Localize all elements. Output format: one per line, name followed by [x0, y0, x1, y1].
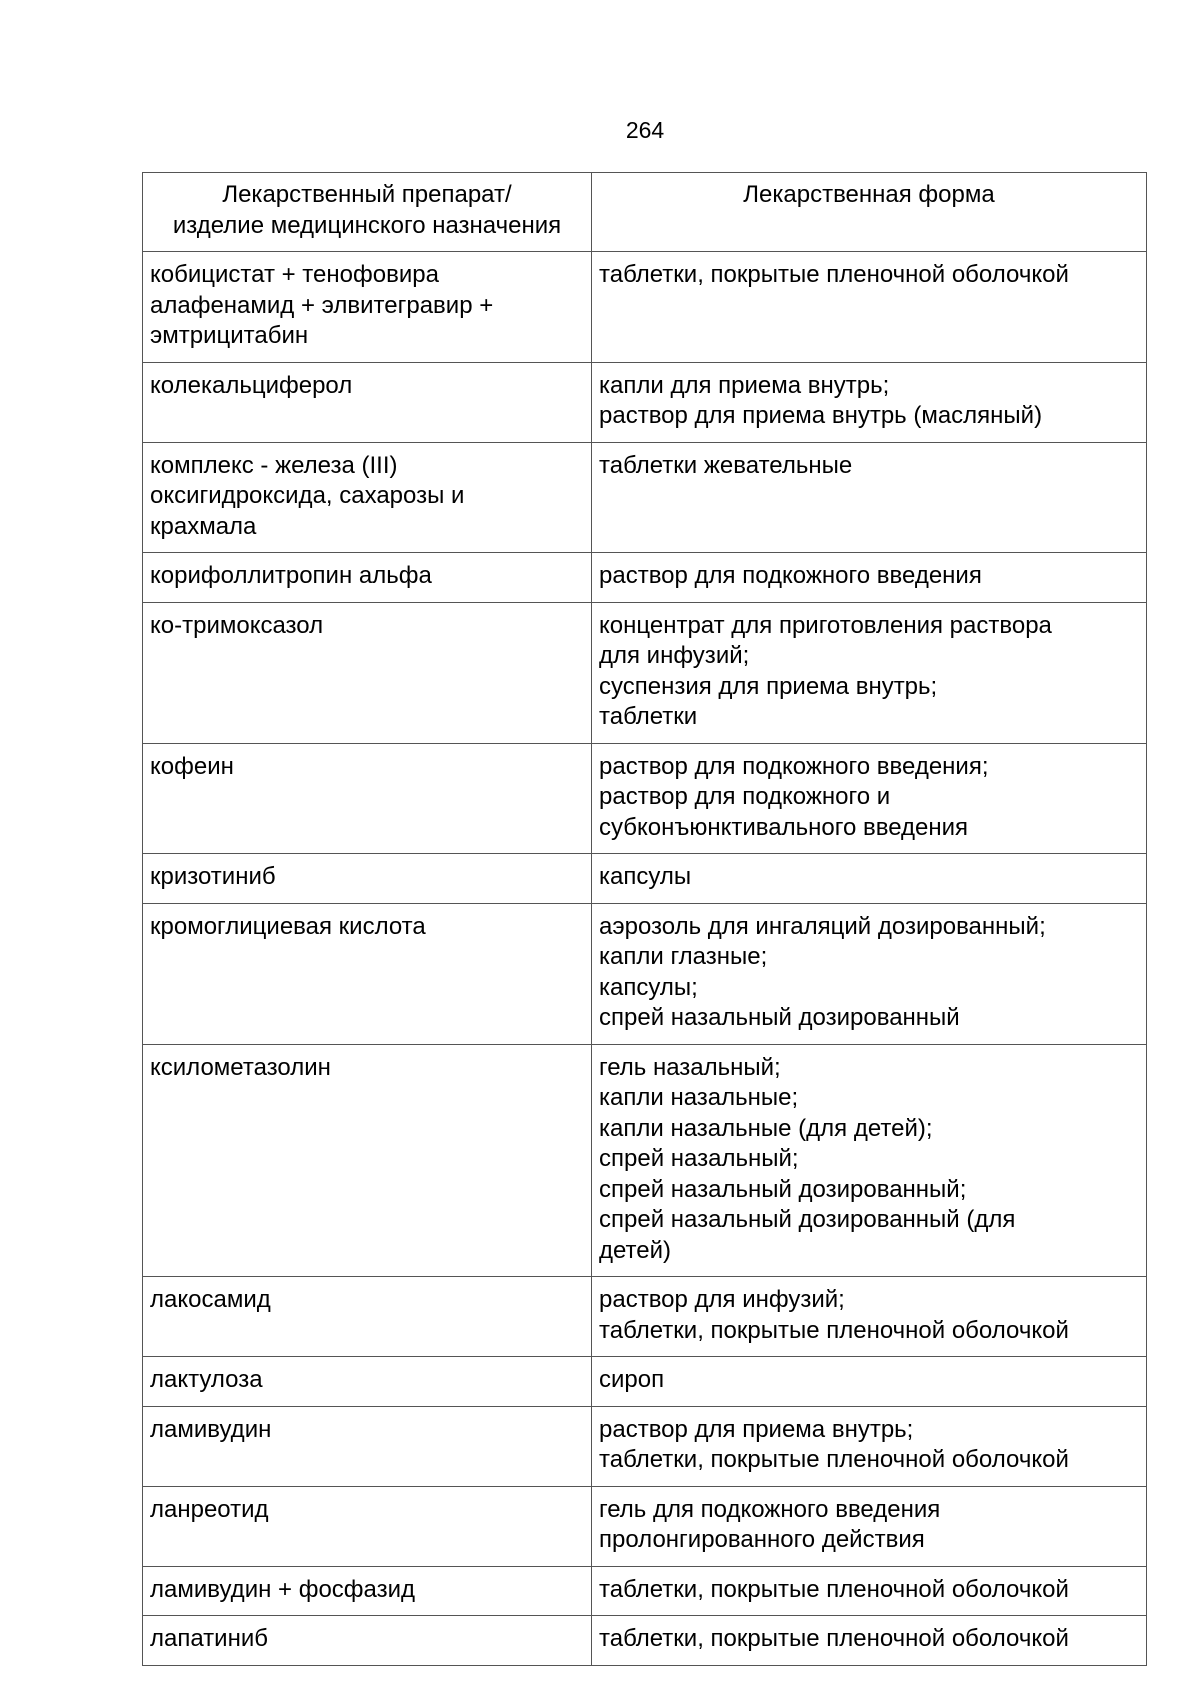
table-row	[143, 1357, 1147, 1407]
table-row	[143, 1406, 1147, 1486]
table-row	[143, 1486, 1147, 1566]
drug-cell-line: крахмала	[150, 512, 257, 540]
table-row	[143, 903, 1147, 1044]
form-cell-line: спрей назальный дозированный	[599, 1004, 960, 1031]
drug-cell-line: ко-тримоксазол	[150, 611, 324, 639]
drug-cell	[143, 1616, 592, 1666]
form-cell-line: субконъюнктивального введения	[599, 813, 969, 841]
page-number: 264	[625, 117, 665, 143]
drug-cell-line: ксилометазолин	[150, 1053, 331, 1081]
form-cell-line: раствор для подкожного введения;	[599, 752, 989, 780]
drug-cell	[143, 1566, 592, 1616]
drug-cell-line: корифоллитропин альфа	[150, 562, 432, 589]
form-cell	[592, 1044, 1147, 1277]
drug-cell-line: кромоглициевая кислота	[150, 912, 426, 940]
drug-cell-line: эмтрицитабин	[150, 322, 309, 349]
drug-cell	[143, 1277, 592, 1357]
table-row	[143, 1616, 1147, 1666]
form-cell-line: гель назальный;	[599, 1053, 781, 1081]
table-row	[143, 553, 1147, 603]
table-row	[143, 1566, 1147, 1616]
form-cell-line: капли назальные (для детей);	[599, 1114, 933, 1142]
header-row	[143, 173, 1147, 252]
table-row	[143, 743, 1147, 854]
form-cell-line: таблетки, покрытые пленочной оболочкой	[599, 261, 1069, 288]
form-cell-line: гель для подкожного введения	[599, 1495, 941, 1523]
form-cell	[592, 1486, 1147, 1566]
drug-cell-line: комплекс - железа (III)	[150, 451, 398, 479]
drug-cell-line: лакосамид	[150, 1286, 271, 1313]
drug-cell	[143, 252, 592, 363]
drug-cell	[143, 854, 592, 904]
form-cell	[592, 553, 1147, 603]
drug-cell-line: ланреотид	[150, 1495, 269, 1523]
form-cell	[592, 854, 1147, 904]
form-cell-line: пролонгированного действия	[599, 1526, 925, 1553]
drug-cell	[143, 1406, 592, 1486]
drug-cell	[143, 743, 592, 854]
drug-cell	[143, 602, 592, 743]
form-cell-line: раствор для подкожного и	[599, 783, 891, 810]
form-cell	[592, 1357, 1147, 1407]
form-cell-line: раствор для приема внутрь (масляный)	[599, 402, 1043, 429]
drug-cell-line: кофеин	[150, 752, 234, 780]
table-row	[143, 1044, 1147, 1277]
drug-cell	[143, 903, 592, 1044]
form-cell-line: спрей назальный дозированный;	[599, 1175, 967, 1203]
form-cell-line: капли для приема внутрь;	[599, 371, 890, 399]
drug-cell	[143, 1044, 592, 1277]
form-cell-line: капли назальные;	[599, 1084, 799, 1111]
form-cell	[592, 252, 1147, 363]
drug-cell-line: ламивудин	[150, 1415, 272, 1443]
form-cell-line: таблетки, покрытые пленочной оболочкой	[599, 1316, 1069, 1344]
table-header	[143, 173, 1147, 252]
drug-cell-line: кризотиниб	[150, 863, 276, 890]
form-cell	[592, 1277, 1147, 1357]
form-cell	[592, 362, 1147, 442]
table-row	[143, 252, 1147, 363]
form-cell-line: концентрат для приготовления раствора	[599, 611, 1052, 639]
form-cell	[592, 1616, 1147, 1666]
form-cell	[592, 602, 1147, 743]
header-line: изделие медицинского назначения	[172, 211, 562, 239]
table-row	[143, 602, 1147, 743]
form-cell-line: таблетки, покрытые пленочной оболочкой	[599, 1625, 1069, 1652]
table-body	[143, 252, 1147, 1666]
drug-cell-line: алафенамид + элвитегравир +	[150, 291, 494, 319]
form-cell-line: таблетки, покрытые пленочной оболочкой	[599, 1446, 1069, 1473]
header-line: Лекарственная форма	[743, 181, 995, 208]
table-row	[143, 442, 1147, 553]
table-row	[143, 362, 1147, 442]
form-cell	[592, 903, 1147, 1044]
drug-cell-line: лапатиниб	[150, 1625, 268, 1652]
form-cell-line: спрей назальный дозированный (для	[599, 1206, 1016, 1233]
form-cell-line: спрей назальный;	[599, 1145, 799, 1172]
drug-cell	[143, 362, 592, 442]
header-line: Лекарственный препарат/	[222, 181, 512, 208]
drug-cell	[143, 442, 592, 553]
form-cell-line: капсулы	[599, 863, 692, 890]
form-cell-line: аэрозоль для ингаляций дозированный;	[599, 912, 1046, 940]
form-cell	[592, 1566, 1147, 1616]
form-cell-line: таблетки	[599, 703, 698, 730]
drug-table	[142, 172, 1147, 1666]
drug-cell-line: кобицистат + тенофовира	[150, 261, 439, 288]
form-cell	[592, 1406, 1147, 1486]
header-form	[592, 173, 1147, 252]
form-cell-line: раствор для подкожного введения	[599, 562, 982, 589]
form-cell-line: сироп	[599, 1366, 665, 1393]
table-row	[143, 1277, 1147, 1357]
form-cell-line: капсулы;	[599, 973, 698, 1001]
table-row	[143, 854, 1147, 904]
drug-cell	[143, 1486, 592, 1566]
drug-cell-line: оксигидроксида, сахарозы и	[150, 482, 465, 509]
form-cell	[592, 442, 1147, 553]
drug-cell	[143, 553, 592, 603]
form-cell-line: таблетки жевательные	[599, 451, 853, 479]
form-cell-line: раствор для инфузий;	[599, 1286, 845, 1313]
drug-cell	[143, 1357, 592, 1407]
header-drug	[143, 173, 592, 252]
form-cell-line: детей)	[599, 1236, 672, 1264]
form-cell-line: для инфузий;	[599, 642, 750, 669]
form-cell-line: раствор для приема внутрь;	[599, 1415, 914, 1443]
form-cell-line: капли глазные;	[599, 943, 768, 970]
form-cell	[592, 743, 1147, 854]
drug-cell-line: ламивудин + фосфазид	[150, 1575, 416, 1603]
drug-cell-line: колекальциферол	[150, 371, 353, 399]
form-cell-line: суспензия для приема внутрь;	[599, 672, 938, 700]
form-cell-line: таблетки, покрытые пленочной оболочкой	[599, 1575, 1069, 1603]
drug-cell-line: лактулоза	[150, 1366, 263, 1393]
